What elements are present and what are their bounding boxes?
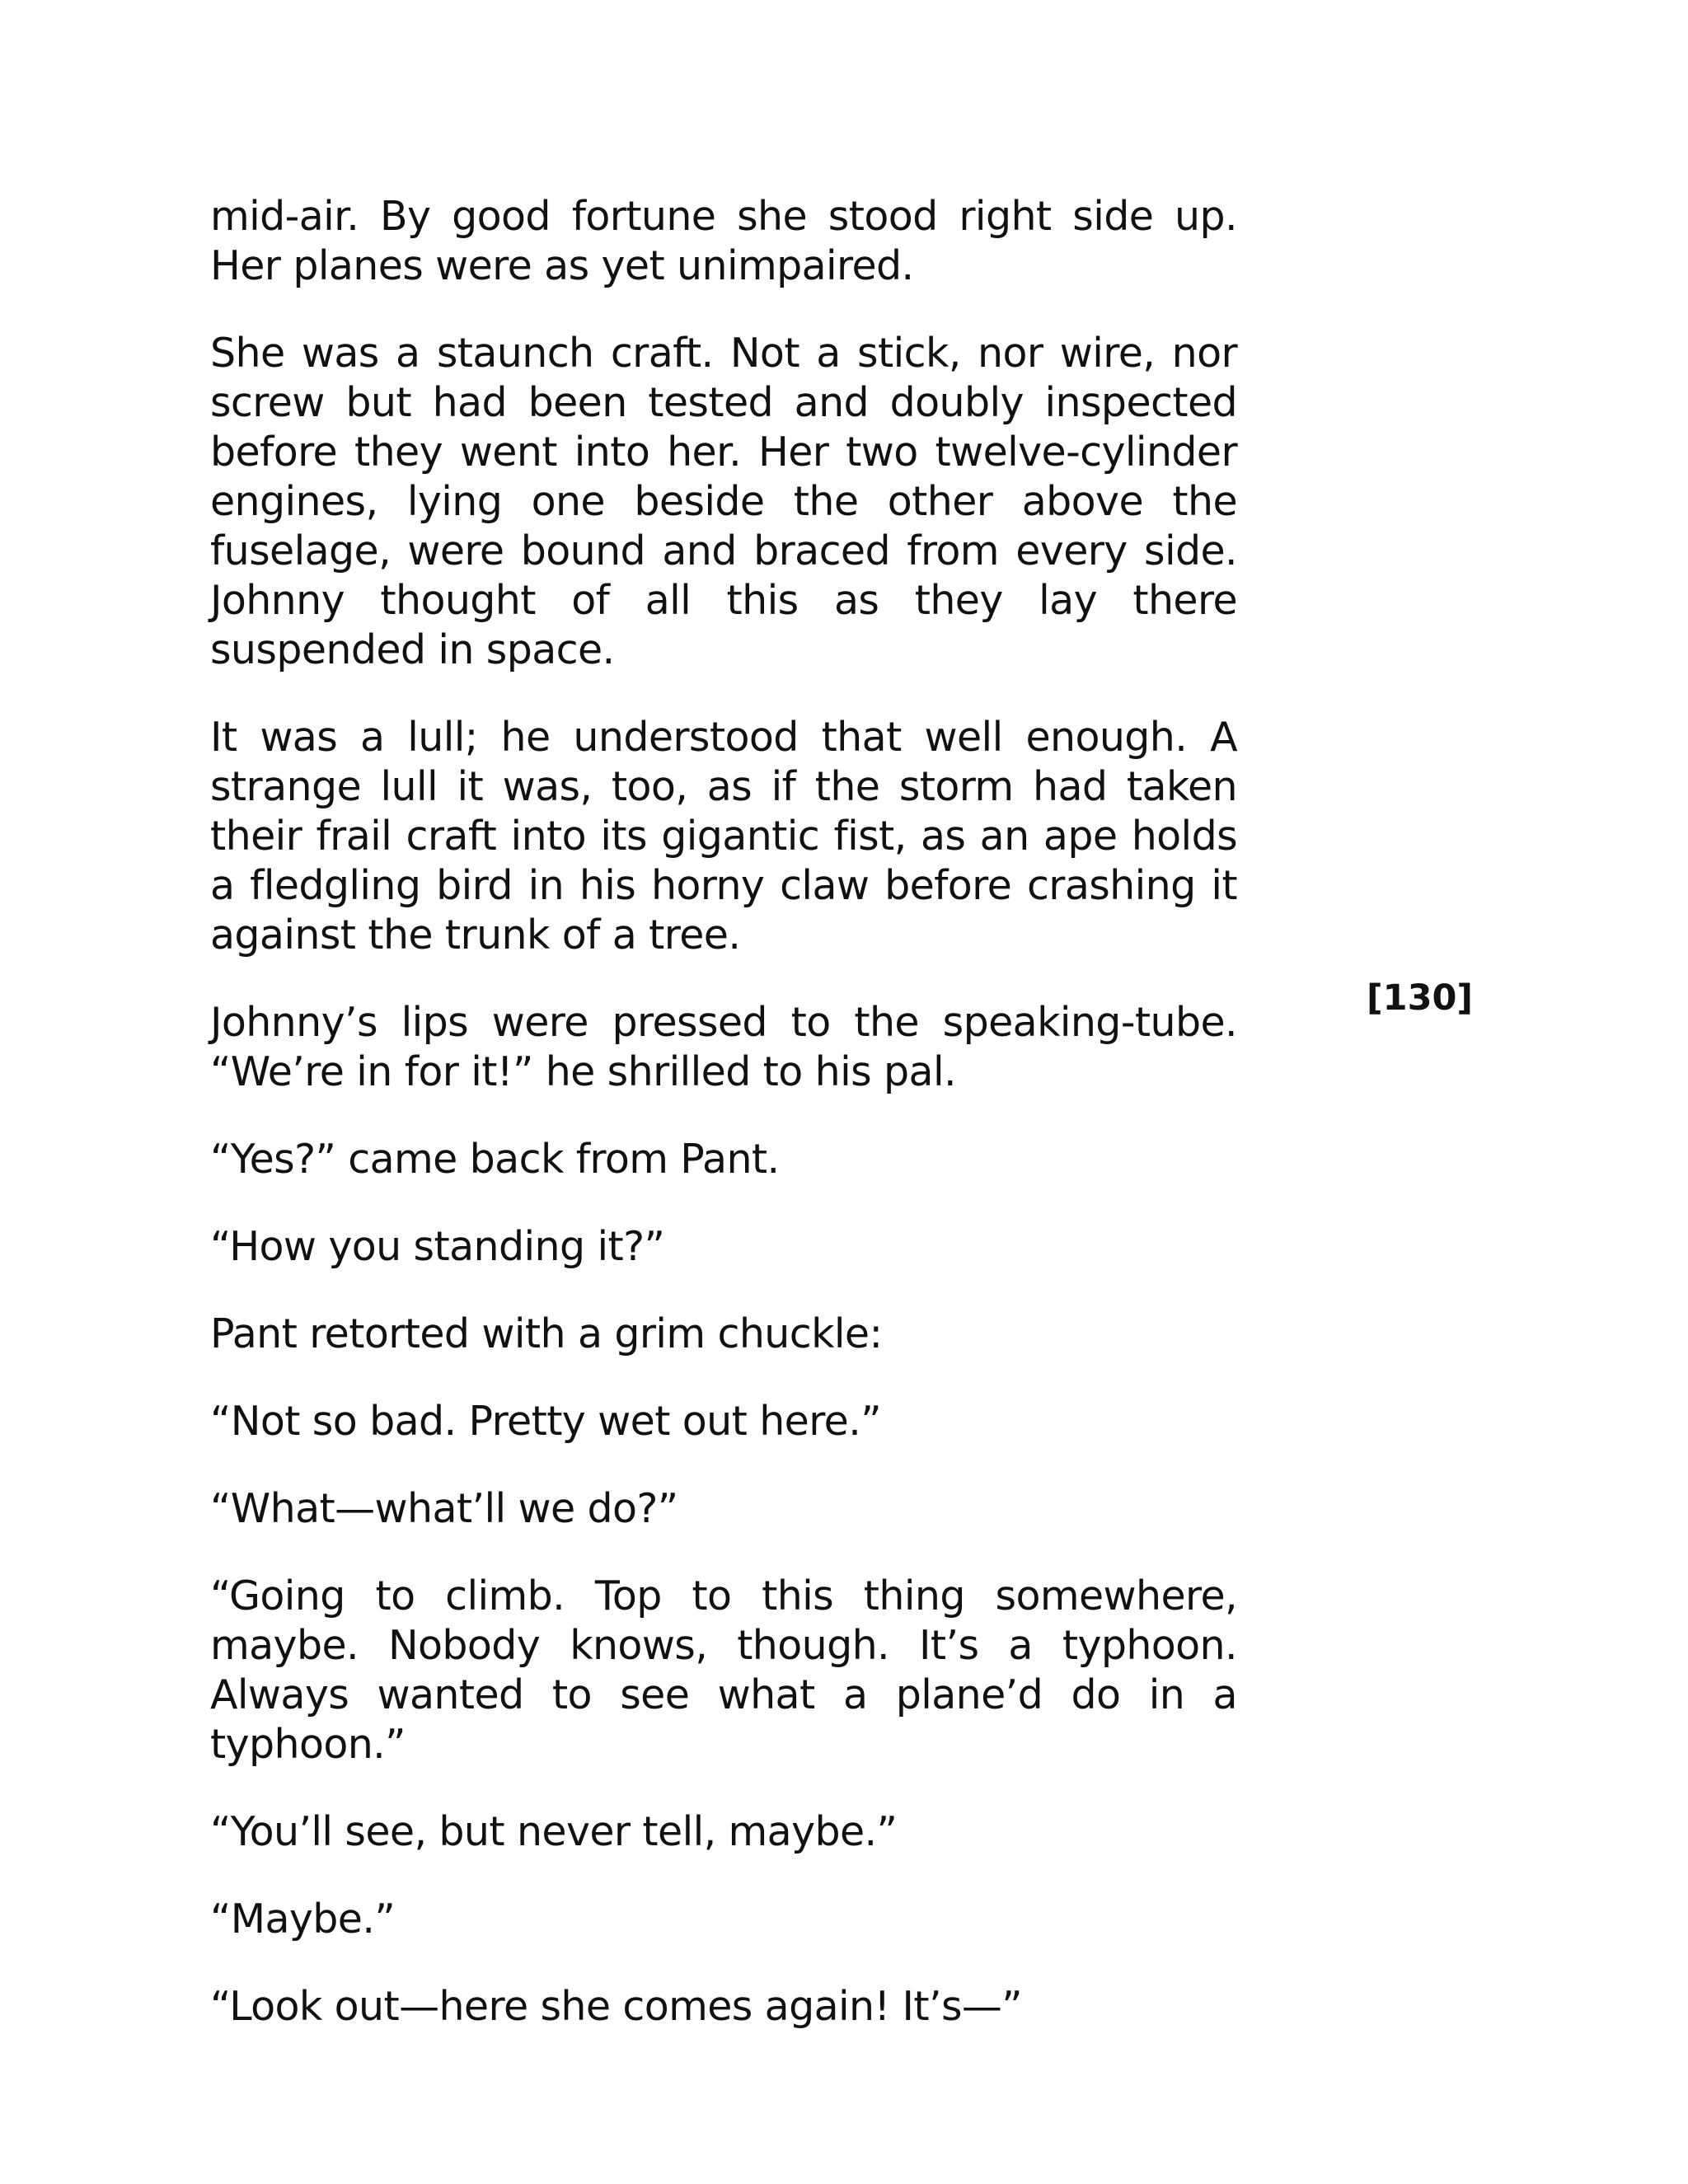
paragraph: “Yes?” came back from Pant.: [210, 1136, 780, 1183]
paragraph: “How you standing it?”: [210, 1223, 665, 1270]
paragraph: Johnny’s lips were pressed to the speaking-tube. “We’re in for it!” he shrilled to his pal.: [210, 999, 1237, 1095]
paragraph: She was a staunch craft. Not a stick, nor wire, nor screw but had been tested and doubly inspected before they went into her. Her two twelve-cylinder engines, lying one beside the other above the fuselage, were bound and braced from every side. Johnny thought of all this as they lay there suspended in space.: [210, 330, 1237, 673]
page-number: [130]: [1367, 977, 1474, 1019]
paragraph: mid-air. By good fortune she stood right side up. Her planes were as yet unimpaired.: [210, 193, 1237, 289]
paragraph: “Look out—here she comes again! It’s—”: [210, 1983, 1023, 2030]
paragraph: It was a lull; he understood that well enough. A strange lull it was, too, as if the storm had taken their frail craft into its gigantic fist, as an ape holds a fledgling bird in his horny claw before crashing it against the trunk of a tree.: [210, 714, 1237, 958]
paragraph: “Not so bad. Pretty wet out here.”: [210, 1398, 881, 1445]
paragraph: “Maybe.”: [210, 1896, 396, 1943]
paragraph: “Going to climb. Top to this thing somewhere, maybe. Nobody knows, though. It’s a typhoon. Always wanted to see what a plane’d do in a typhoon.”: [210, 1572, 1237, 1768]
paragraph: “You’ll see, but never tell, maybe.”: [210, 1808, 898, 1855]
paragraph: “What—what’ll we do?”: [210, 1485, 678, 1532]
body-text: [210, 192, 1237, 2069]
paragraph: Pant retorted with a grim chuckle:: [210, 1310, 883, 1357]
